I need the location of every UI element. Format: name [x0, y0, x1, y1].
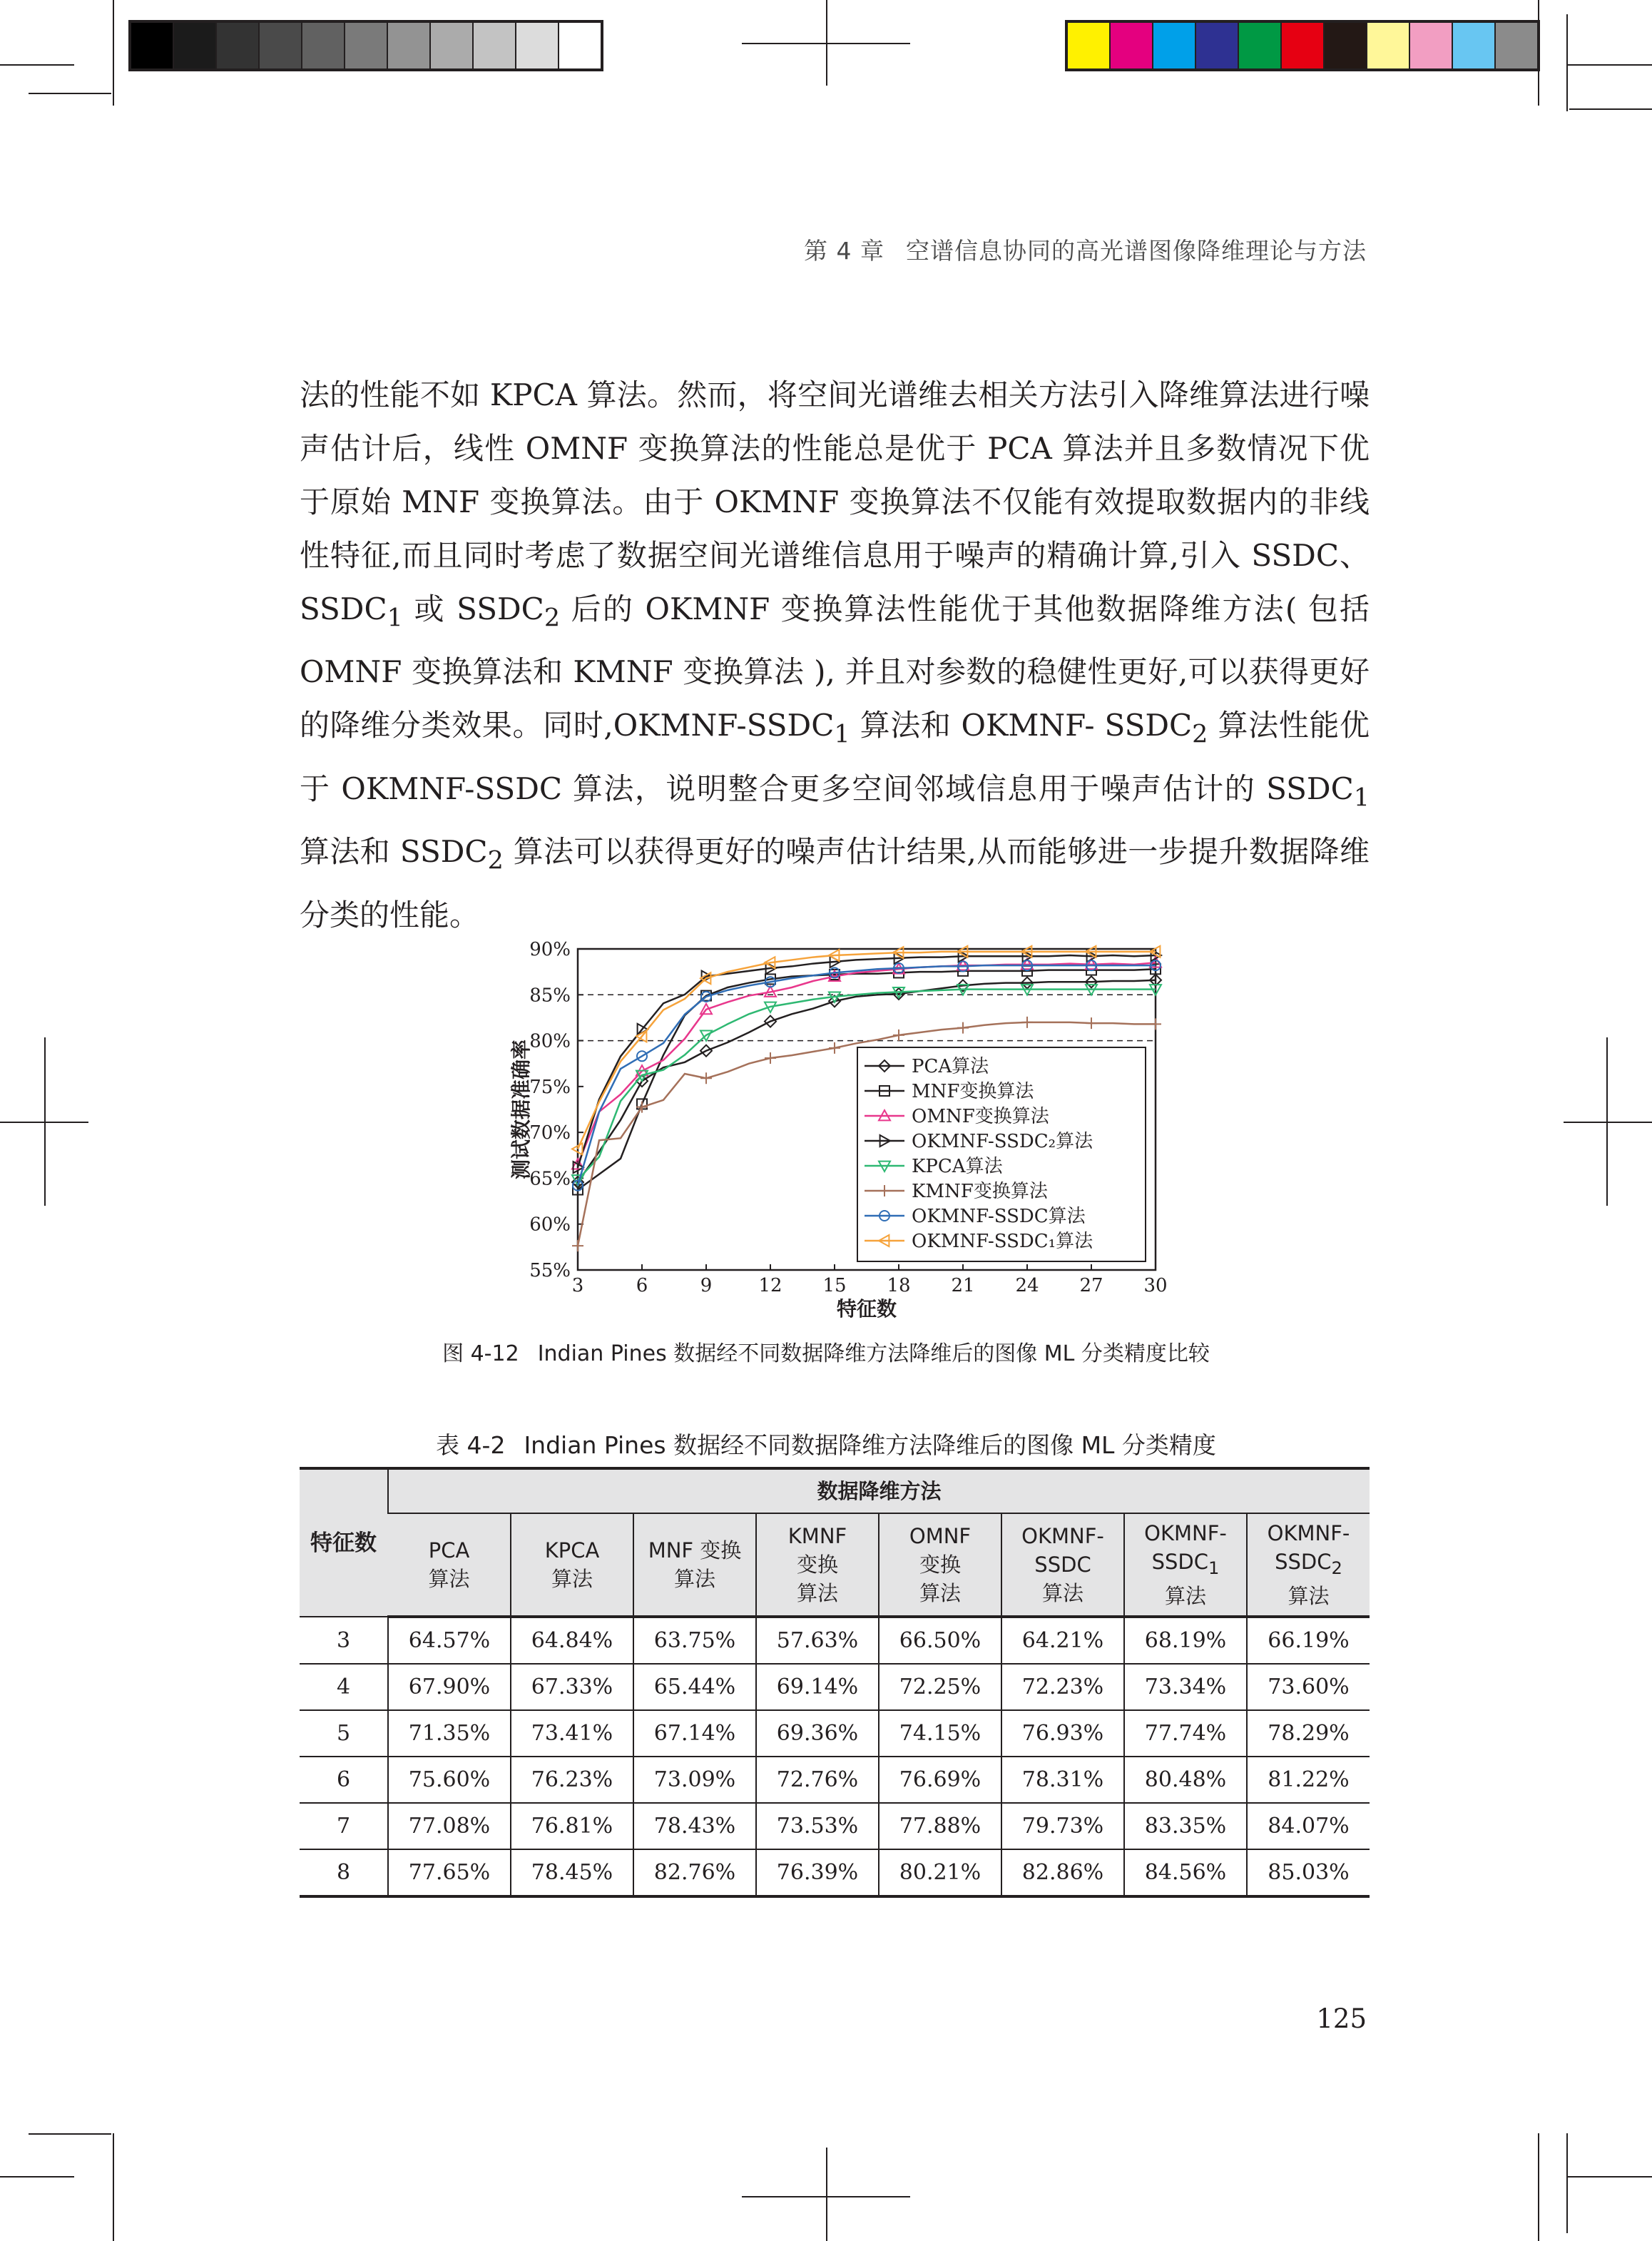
series-point [1086, 1017, 1097, 1029]
y-axis-label: 测试数据准确率 [509, 1039, 533, 1180]
swatch [559, 23, 601, 68]
table-cell: 82.86% [1001, 1849, 1124, 1896]
method-header-subscript: 2 [1331, 1557, 1342, 1578]
color-swatch-bar [1065, 20, 1540, 71]
method-header-line: 算法 [1288, 1584, 1330, 1609]
swatch [1111, 23, 1153, 68]
y-tick-label: 75% [529, 1076, 571, 1098]
legend-entry: PCA算法 [912, 1056, 989, 1077]
table-row [300, 1710, 1370, 1757]
page-number: 125 [1316, 2003, 1367, 2034]
swatch [260, 23, 302, 68]
table-cell: 77.65% [388, 1849, 511, 1896]
y-tick-label: 65% [529, 1168, 571, 1190]
method-header-line: 算法 [1164, 1584, 1206, 1609]
swatch [1239, 23, 1282, 68]
swatch [174, 23, 217, 68]
table-cell: 64.57% [388, 1617, 511, 1664]
x-tick-label: 6 [636, 1275, 648, 1296]
table-cell: 78.43% [633, 1803, 756, 1849]
table-cell: 4 [300, 1664, 388, 1710]
table-cell: 67.90% [388, 1664, 511, 1710]
method-header-line: 算法 [919, 1581, 961, 1605]
method-header [1124, 1513, 1247, 1617]
series-point [1021, 1017, 1033, 1028]
running-head-chapter: 第 4 章 [804, 237, 884, 265]
swatch [217, 23, 260, 68]
table-cell: 77.08% [388, 1803, 511, 1849]
table-cell: 65.44% [633, 1664, 756, 1710]
table-cell: 64.21% [1001, 1617, 1124, 1664]
legend-entry: OKMNF-SSDC₁算法 [912, 1231, 1093, 1252]
table-cell: 78.45% [511, 1849, 633, 1896]
swatch [1496, 23, 1537, 68]
table-cell: 78.29% [1247, 1710, 1370, 1757]
table-cell: 84.56% [1124, 1849, 1247, 1896]
table-caption-number: 表 4-2 [436, 1431, 506, 1459]
table-cell: 71.35% [388, 1710, 511, 1757]
x-tick-label: 15 [822, 1275, 847, 1296]
accuracy-table [300, 1467, 1370, 1898]
method-header-line: OKMNF- [1144, 1520, 1227, 1545]
y-tick-label: 60% [529, 1214, 571, 1236]
x-tick-label: 30 [1143, 1275, 1168, 1296]
figure-4-12 [492, 928, 1177, 1327]
method-header-line: SSDC [1034, 1553, 1091, 1577]
table-cell: 67.14% [633, 1710, 756, 1757]
method-header [388, 1513, 511, 1617]
swatch [1410, 23, 1453, 68]
table-cell: 72.23% [1001, 1664, 1124, 1710]
body-paragraph: 法的性能不如 KPCA 算法。然而，将空间光谱维去相关方法引入降维算法进行噪声估计后，线性 OMNF 变换算法的性能总是优于 PCA 算法并且多数情况下优于原始 MNF 变换算法。由于 OKMNF 变换算法不仅能有效提取数据内的非线性特征,而且同时考虑了数据空间光谱维信息用于噪声的精确计算,引入 SSDC、$SSDC_1$ 或 $SSDC_2$ 后的 OKMNF 变换算法性能优于其他数据降维方法( 包括 OMNF 变换算法和 KMNF 变换算法 ), 并且对参数的稳健性更好,可以获得更好的降维分类效果。同时$,OKMNF-SSDC_1$ 算法和 OKMNF- $SSDC_2$ 算法性能优于 OKMNF-SSDC 算法，说明整合更多空间邻域信息用于噪声估计的 $SSDC_1$ 算法和 $SSDC_2$ 算法可以获得更好的噪声估计结果,从而能够进一步提升数据降维分类的性能。 [300, 377, 1370, 933]
table-cell: 73.60% [1247, 1664, 1370, 1710]
y-tick-label: 70% [529, 1122, 571, 1144]
method-header-line: KPCA [544, 1538, 600, 1562]
table-row [300, 1803, 1370, 1849]
table-cell: 64.84% [511, 1617, 633, 1664]
table-cell: 3 [300, 1617, 388, 1664]
method-header [879, 1513, 1001, 1617]
swatch [1068, 23, 1111, 68]
method-header-line: SSDC [1275, 1549, 1332, 1574]
swatch [1367, 23, 1410, 68]
x-axis-label: 特征数 [836, 1297, 897, 1321]
method-header-line: 变换 [796, 1553, 838, 1577]
x-tick-label: 9 [700, 1275, 713, 1296]
table-cell: 73.34% [1124, 1664, 1247, 1710]
table-cell: 66.19% [1247, 1617, 1370, 1664]
method-header-line: OMNF [909, 1524, 972, 1548]
table-cell: 5 [300, 1710, 388, 1757]
table-cell: 76.81% [511, 1803, 633, 1849]
method-header-line: MNF 变换 [648, 1538, 742, 1562]
series-point [765, 1052, 776, 1064]
x-tick-label: 27 [1079, 1275, 1103, 1296]
swatch [474, 23, 516, 68]
swatch [345, 23, 388, 68]
method-header [511, 1513, 633, 1617]
table-cell: 63.75% [633, 1617, 756, 1664]
series-point [700, 1072, 712, 1084]
x-tick-label: 21 [951, 1275, 975, 1296]
table-cell: 6 [300, 1757, 388, 1803]
figure-caption-number: 图 4-12 [442, 1341, 519, 1366]
table-row-header: 特征数 [300, 1468, 388, 1617]
x-tick-label: 3 [571, 1275, 584, 1296]
table-cell: 69.14% [756, 1664, 879, 1710]
table-cell: 68.19% [1124, 1617, 1247, 1664]
swatch [1453, 23, 1496, 68]
x-tick-label: 18 [887, 1275, 911, 1296]
table-cell: 79.73% [1001, 1803, 1124, 1849]
table-cell: 8 [300, 1849, 388, 1896]
method-header-line: PCA [428, 1538, 470, 1562]
series-point [893, 1030, 904, 1041]
y-tick-label: 80% [529, 1030, 571, 1052]
y-tick-label: 55% [529, 1260, 571, 1281]
swatch [516, 23, 559, 68]
method-header-line: 算法 [673, 1567, 715, 1591]
method-header-line: 变换 [919, 1553, 961, 1577]
method-header [756, 1513, 879, 1617]
swatch [431, 23, 474, 68]
method-header-subscript: 1 [1208, 1557, 1220, 1578]
body-text [300, 368, 1370, 942]
x-tick-label: 12 [758, 1275, 782, 1296]
x-tick-label: 24 [1015, 1275, 1039, 1296]
legend-entry: MNF变换算法 [912, 1081, 1034, 1102]
table-cell: 75.60% [388, 1757, 511, 1803]
series-point [957, 1022, 969, 1034]
table-cell: 78.31% [1001, 1757, 1124, 1803]
swatch [302, 23, 345, 68]
method-header-line: 算法 [551, 1567, 593, 1591]
table-row [300, 1757, 1370, 1803]
table-cell: 73.09% [633, 1757, 756, 1803]
table-cell: 76.93% [1001, 1710, 1124, 1757]
table-caption [0, 1427, 1652, 1460]
line-chart [492, 928, 1177, 1327]
swatch [1325, 23, 1367, 68]
swatch [1282, 23, 1325, 68]
y-tick-label: 85% [529, 985, 571, 1007]
method-header [1247, 1513, 1370, 1617]
table-cell: 77.74% [1124, 1710, 1247, 1757]
table-cell: 73.41% [511, 1710, 633, 1757]
table-cell: 85.03% [1247, 1849, 1370, 1896]
table-cell: 76.39% [756, 1849, 879, 1896]
figure-caption-text: Indian Pines 数据经不同数据降维方法降维后的图像 ML 分类精度比较 [537, 1341, 1210, 1366]
table-cell: 73.53% [756, 1803, 879, 1849]
method-header-line: SSDC [1151, 1549, 1209, 1574]
table-cell: 69.36% [756, 1710, 879, 1757]
table-cell: 67.33% [511, 1664, 633, 1710]
table-cell: 72.25% [879, 1664, 1001, 1710]
table-row [300, 1849, 1370, 1896]
legend-entry: OKMNF-SSDC算法 [912, 1206, 1086, 1227]
table-row [300, 1617, 1370, 1664]
swatch [388, 23, 431, 68]
table-cell: 76.69% [879, 1757, 1001, 1803]
table-row [300, 1664, 1370, 1710]
running-head [804, 233, 1367, 266]
swatch [1196, 23, 1239, 68]
table-cell: 7 [300, 1803, 388, 1849]
figure-caption [0, 1336, 1652, 1367]
legend-entry: OKMNF-SSDC₂算法 [912, 1131, 1093, 1152]
table-cell: 81.22% [1247, 1757, 1370, 1803]
table-caption-text: Indian Pines 数据经不同数据降维方法降维后的图像 ML 分类精度 [524, 1431, 1216, 1459]
series-point [1150, 1018, 1161, 1030]
table-cell: 72.76% [756, 1757, 879, 1803]
method-header-line: OKMNF- [1267, 1520, 1350, 1545]
legend-entry: KMNF变换算法 [912, 1181, 1048, 1202]
table-cell: 76.23% [511, 1757, 633, 1803]
series-point [572, 1240, 583, 1251]
grayscale-swatch-bar [128, 20, 603, 71]
method-header-line: OKMNF- [1021, 1524, 1104, 1548]
table-group-header: 数据降维方法 [388, 1468, 1370, 1513]
method-header-line: 算法 [796, 1581, 838, 1605]
swatch [1153, 23, 1196, 68]
method-header [633, 1513, 756, 1617]
legend-box [857, 1047, 1146, 1261]
swatch [131, 23, 174, 68]
table-cell: 80.48% [1124, 1757, 1247, 1803]
table-cell: 74.15% [879, 1710, 1001, 1757]
series-point [829, 1042, 840, 1054]
series-point [636, 1102, 648, 1113]
legend-entry: OMNF变换算法 [912, 1106, 1049, 1127]
y-tick-label: 90% [529, 939, 571, 960]
running-head-title: 空谱信息协同的高光谱图像降维理论与方法 [906, 237, 1367, 265]
method-header-line: 算法 [1041, 1581, 1084, 1605]
method-header-line: 算法 [428, 1567, 470, 1591]
method-header [1001, 1513, 1124, 1617]
legend-entry: KPCA算法 [912, 1156, 1003, 1177]
table-cell: 77.88% [879, 1803, 1001, 1849]
table-cell: 57.63% [756, 1617, 879, 1664]
table-cell: 80.21% [879, 1849, 1001, 1896]
method-header-line: KMNF [787, 1524, 847, 1548]
table-cell: 84.07% [1247, 1803, 1370, 1849]
table-cell: 82.76% [633, 1849, 756, 1896]
table-cell: 66.50% [879, 1617, 1001, 1664]
table-cell: 83.35% [1124, 1803, 1247, 1849]
